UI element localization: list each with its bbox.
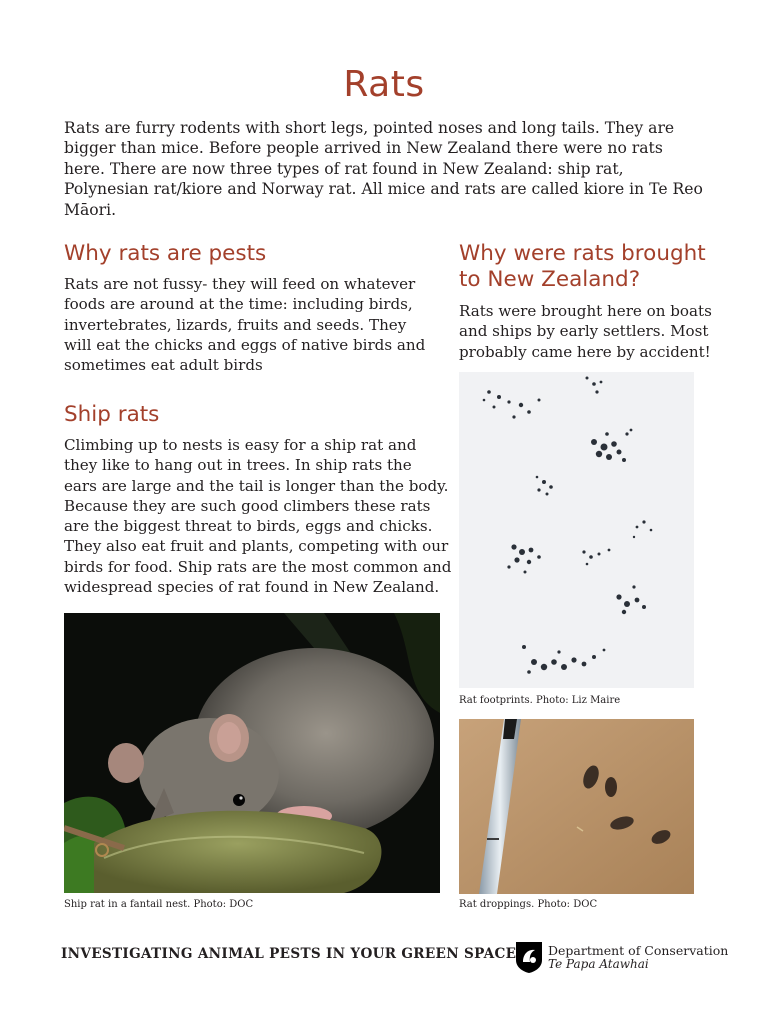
ship-rat-photo — [64, 613, 440, 893]
footprints-caption: Rat footprints. Photo: Liz Maire — [459, 695, 621, 706]
footer-text: INVESTIGATING ANIMAL PESTS IN YOUR GREEN SPACE — [61, 946, 517, 962]
text-line: birds for food. Ship rats are the most common and — [64, 557, 452, 576]
ship-rats-paragraph — [64, 435, 451, 597]
droppings-photo — [459, 719, 694, 894]
text-line: Because they are such good climbers these rats — [64, 496, 431, 515]
text-line: are the biggest threat to birds, eggs and chicks. — [64, 517, 433, 536]
doc-logo-icon — [514, 940, 544, 978]
page-title: Rats — [343, 64, 425, 105]
text-line: Climbing up to nests is easy for a ship rat and — [64, 436, 417, 454]
text-line: they like to hang out in trees. In ship rats the — [64, 456, 412, 475]
text-line: They also eat fruit and plants, competing with our — [64, 537, 449, 556]
doc-logo — [514, 940, 729, 976]
text-line: Rats were brought here on boats — [459, 302, 712, 320]
text-line: will eat the chicks and eggs of native birds and — [64, 335, 426, 354]
logo-line-1: Department of Conservation — [548, 943, 729, 958]
text-line: foods are around at the time: including birds, — [64, 295, 413, 314]
logo-line-2: Te Papa Atawhai — [548, 957, 649, 971]
droppings-caption: Rat droppings. Photo: DOC — [459, 899, 598, 910]
text-line: invertebrates, lizards, fruits and seeds. They — [64, 315, 407, 334]
pests-heading: Why rats are pests — [64, 241, 267, 266]
ship-rats-heading: Ship rats — [64, 402, 160, 427]
ship-rat-caption: Ship rat in a fantail nest. Photo: DOC — [64, 899, 254, 910]
footprints-photo — [459, 372, 694, 688]
text-line: widespread species of rat found in New Zealand. — [64, 578, 440, 597]
text-line: ears are large and the tail is longer than the body. — [64, 476, 449, 495]
text-line: probably came here by accident! — [459, 342, 711, 361]
heading-line: Why were rats brought — [459, 241, 706, 266]
intro-paragraph: Rats are furry rodents with short legs, pointed noses and long tails. They are bigger than mice. Before people arrived in New Zealand there were no rats here. There are now three types of rat found in New Zealand: ship rat, Polynesian rat/kiore and Norway rat. All mice and rats are called kiore in Te Reo Māori. — [64, 119, 703, 219]
brought-paragraph — [459, 301, 712, 362]
text-line: Rats are not fussy- they will feed on whatever — [64, 275, 416, 293]
text-line: sometimes eat adult birds — [64, 356, 263, 375]
pests-paragraph — [64, 274, 425, 375]
text-line: and ships by early settlers. Most — [459, 322, 709, 341]
brought-heading — [459, 241, 706, 293]
heading-line: to New Zealand? — [459, 267, 641, 292]
